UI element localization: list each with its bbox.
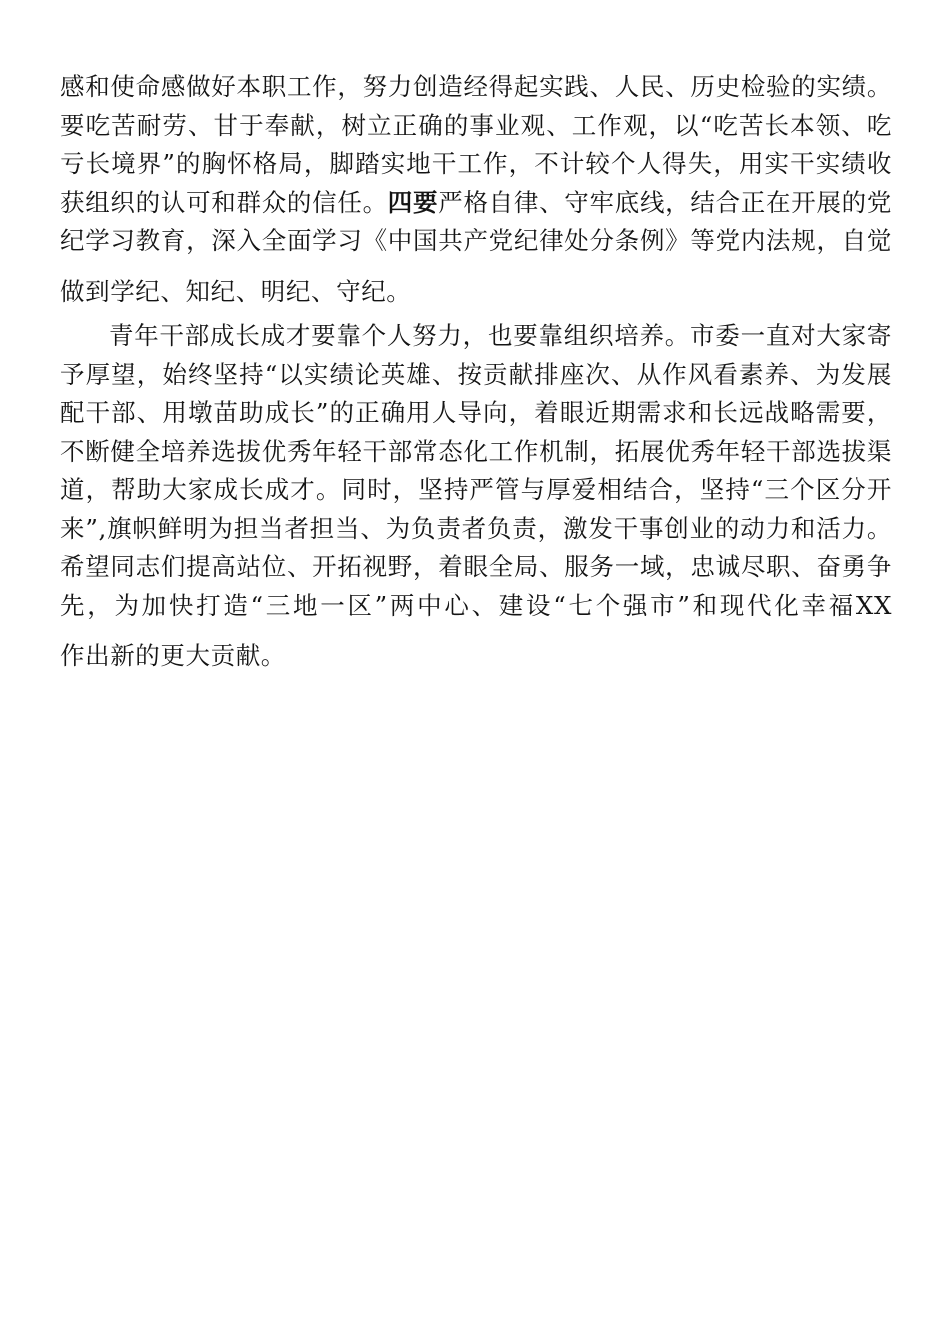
text-segment: 严格自律、守牢底线，结合正在开展的党 [438, 187, 892, 217]
text-line: 配干部、用墩苗助成长”的正确用人导向，着眼近期需求和长远战略需要， [60, 398, 892, 427]
text-line: 不断健全培养选拔优秀年轻干部常态化工作机制，拓展优秀年轻干部选拔渠 [60, 436, 892, 466]
text-line: 作出新的更大贡献。 [60, 641, 286, 670]
bold-label: 四要 [387, 187, 439, 217]
text-line: 先，为加快打造“三地一区”两中心、建设“七个强市”和现代化幸福XX [60, 590, 892, 620]
text-line: 来”,旗帜鲜明为担当者担当、为负责者负责，激发干事创业的动力和活力。 [60, 513, 892, 543]
text-line: 道，帮助大家成长成才。同时，坚持严管与厚爱相结合，坚持“三个区分开 [60, 475, 892, 504]
text-line: 做到学纪、知纪、明纪、守纪。 [60, 276, 412, 306]
text-line: 予厚望，始终坚持“以实绩论英雄、按贡献排座次、从作风看素养、为发展 [60, 359, 892, 389]
text-line [60, 184, 892, 223]
text-line: 希望同志们提高站位、开拓视野，着眼全局、服务一域，忠诚尽职、奋勇争 [60, 552, 892, 581]
text-line: 纪学习教育，深入全面学习《中国共产党纪律处分条例》等党内法规，自觉 [60, 226, 892, 255]
text-segment: 获组织的认可和群众的信任。 [60, 187, 388, 217]
text-line: 青年干部成长成才要靠个人努力，也要靠组织培养。市委一直对大家寄 [109, 321, 892, 350]
text-line: 亏长境界”的胸怀格局，脚踏实地干工作，不计较个人得失，用实干实绩收 [60, 149, 892, 178]
text-line: 感和使命感做好本职工作，努力创造经得起实践、人民、历史检验的实绩。 [60, 72, 892, 101]
document-body [60, 68, 892, 676]
text-line: 要吃苦耐劳、甘于奉献，树立正确的事业观、工作观，以“吃苦长本领、吃 [60, 110, 892, 140]
